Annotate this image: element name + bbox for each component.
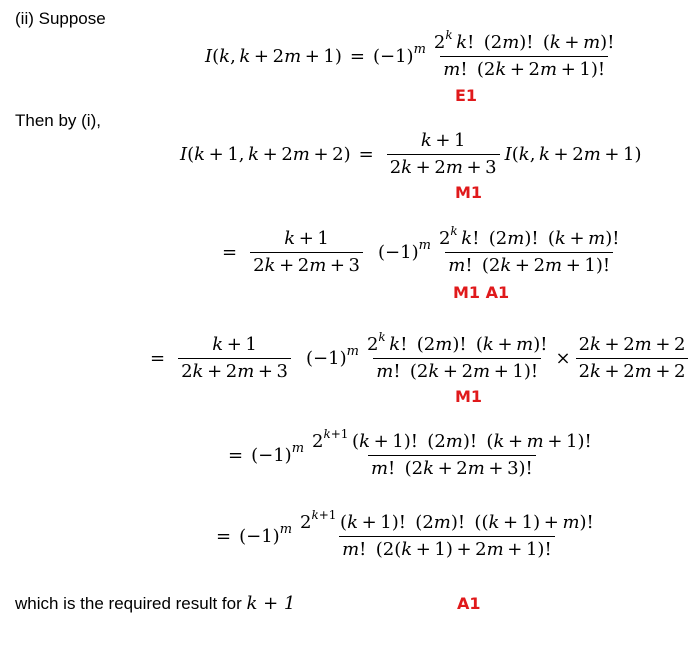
mark-m1-second: M1 <box>455 387 483 406</box>
mark-e1: E1 <box>455 86 478 105</box>
part-label: (ii) Suppose <box>15 9 106 28</box>
conclusion-expr: k + 1 <box>246 593 296 614</box>
final-form: = (−1) m $\frac{2^{k+1} (k + 1)! (2m)! ((k + 1) + m)!}{m! (2(k + 1) + 2m + 1)!}$ <box>216 508 594 560</box>
hypothesis-equation: I ( k , k + 2 m + 1) = (−1) m $\frac{2^k k! (2m)! (k + m)!}{m! (2k + 2m + 1)!}$ <box>205 28 615 80</box>
mark-a1-final: A1 <box>457 594 481 613</box>
substitution-step: = $\frac{k + 1}{2k + 2m + 3}$ (−1) m $\frac{2^k k! (2m)! (k + m)!}{m! (2k + 2m + 1)!}$ <box>222 224 620 276</box>
mark-m1-first: M1 <box>455 183 483 202</box>
recurrence-step: I ( k + 1, k + 2 m + 2) = $\frac{k + 1}{2k + 2m + 3}$ I ( k , k + 2 m + 1) <box>180 130 642 178</box>
multiply-step: = $\frac{k + 1}{2k + 2m + 3}$ (−1) m $\frac{2^k k! (2m)! (k + m)!}{m! (2k + 2m + 1)!}$ × $\frac{2k + 2m + 2}{2k + 2m + 2}$ <box>150 335 693 382</box>
conclusion-text: which is the required result for <box>15 594 247 613</box>
conclusion <box>15 594 295 614</box>
then-text: Then by (i), <box>15 111 101 130</box>
simplified-step: = (−1) m $\frac{2^{k+1} (k + 1)! (2m)! (k + m + 1)!}{m! (2k + 2m + 3)!}$ <box>228 427 592 479</box>
mark-m1-a1: M1 A1 <box>453 283 510 302</box>
